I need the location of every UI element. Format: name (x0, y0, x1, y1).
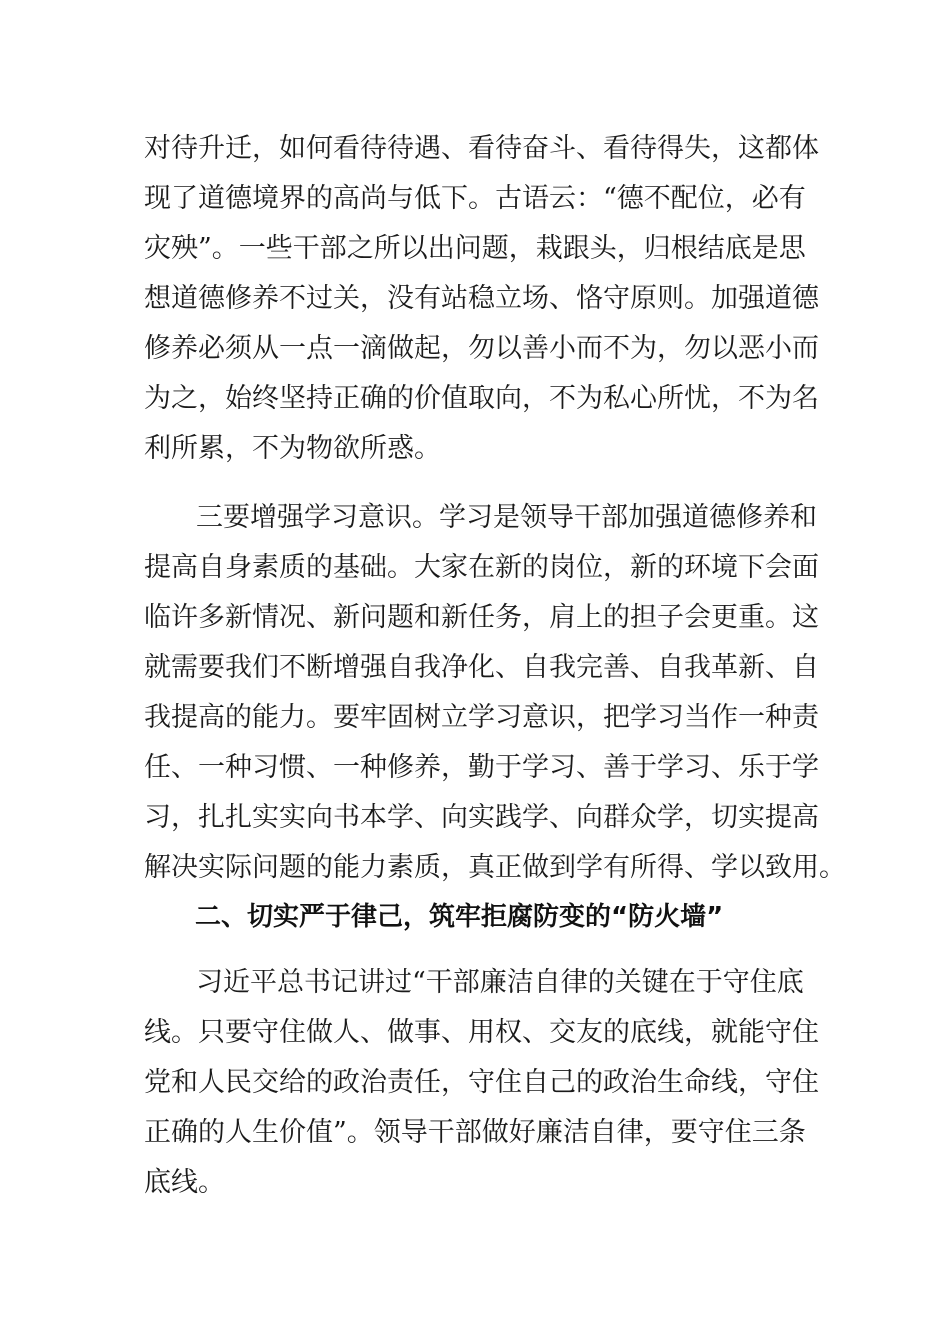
text-line: 三要增强学习意识。学习是领导干部加强道德修养和 (196, 502, 817, 533)
paragraph-integrity-bottom-lines (144, 958, 819, 1208)
text-line: 就需要我们不断增强自我净化、自我完善、自我革新、自 (144, 652, 819, 683)
section-heading: 二、切实严于律己，筑牢拒腐防变的“防火墙” (195, 902, 724, 932)
text-line: 习，扎扎实实向书本学、向实践学、向群众学，切实提高 (144, 802, 819, 833)
text-line: 正确的人生价值”。领导干部做好廉洁自律，要守住三条 (144, 1117, 806, 1148)
text-line: 现了道德境界的高尚与低下。古语云：“德不配位，必有 (144, 183, 806, 214)
text-line: 线。只要守住做人、做事、用权、交友的底线，就能守住 (144, 1017, 819, 1048)
text-line: 临许多新情况、新问题和新任务，肩上的担子会更重。这 (144, 602, 819, 633)
text-line: 党和人民交给的政治责任，守住自己的政治生命线，守住 (144, 1067, 819, 1098)
text-line: 习近平总书记讲过“干部廉洁自律的关键在于守住底 (196, 967, 804, 998)
paragraph-moral-cultivation (144, 124, 819, 474)
text-line: 对待升迁，如何看待待遇、看待奋斗、看待得失，这都体 (144, 133, 819, 164)
text-line: 提高自身素质的基础。大家在新的岗位，新的环境下会面 (144, 552, 819, 583)
text-line: 底线。 (144, 1167, 225, 1198)
text-line: 为之，始终坚持正确的价值取向，不为私心所忧，不为名 (144, 383, 819, 414)
text-line: 利所累，不为物欲所惑。 (144, 433, 441, 464)
paragraph-learning-awareness (144, 493, 846, 893)
text-line: 任、一种习惯、一种修养，勤于学习、善于学习、乐于学 (144, 752, 819, 783)
text-line: 修养必须从一点一滴做起，勿以善小而不为，勿以恶小而 (144, 333, 819, 364)
text-line: 想道德修养不过关，没有站稳立场、恪守原则。加强道德 (144, 283, 819, 314)
text-line: 灾殃”。一些干部之所以出问题，栽跟头，归根结底是思 (144, 233, 806, 264)
text-line: 我提高的能力。要牢固树立学习意识，把学习当作一种责 (144, 702, 819, 733)
text-line: 解决实际问题的能力素质，真正做到学有所得、学以致用。 (144, 852, 846, 883)
